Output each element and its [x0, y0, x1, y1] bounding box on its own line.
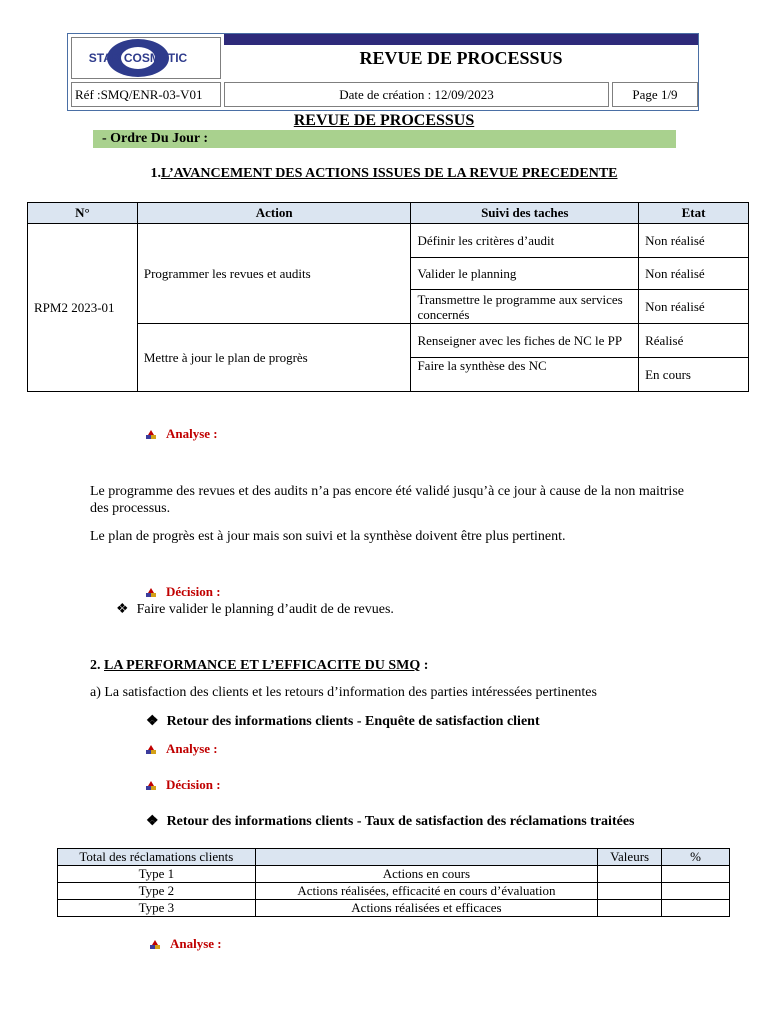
- task-cell: Faire la synthèse des NC: [411, 358, 639, 392]
- analyse-paragraph-2: Le plan de progrès est à jour mais son suivi et la synthèse doivent être plus pertinent.: [90, 529, 566, 544]
- arrow-bullet-icon: [150, 940, 160, 950]
- diamond-bullet-icon: ❖: [116, 602, 129, 617]
- analyse-1: [146, 426, 218, 442]
- type-cell: Type 1: [58, 866, 256, 883]
- value-cell: [598, 883, 662, 900]
- table-row: [58, 883, 730, 900]
- column-header: Action: [137, 203, 411, 224]
- column-header: Total des réclamations clients: [58, 849, 256, 866]
- analyse-label: Analyse :: [166, 426, 218, 441]
- analyse-2: [146, 741, 218, 757]
- table-row: [58, 866, 730, 883]
- analyse-label: Analyse :: [166, 741, 218, 756]
- etat-cell: Non réalisé: [639, 224, 749, 258]
- item-2: [146, 813, 646, 830]
- description-cell: Actions réalisées, efficacité en cours d’évaluation: [255, 883, 597, 900]
- item-2-text: Retour des informations clients - Taux de satisfaction des réclamations traitées: [166, 814, 635, 829]
- type-cell: Type 2: [58, 883, 256, 900]
- section-2-title-suffix: :: [420, 658, 429, 673]
- action-cell: Programmer les revues et audits: [137, 224, 411, 324]
- type-cell: Type 3: [58, 900, 256, 917]
- arrow-bullet-icon: [146, 745, 156, 755]
- header-title: REVUE DE PROCESSUS: [359, 48, 563, 68]
- section-1-number: 1.: [150, 166, 161, 181]
- description-cell: Actions réalisées et efficaces: [255, 900, 597, 917]
- table-row: [58, 900, 730, 917]
- task-cell: Transmettre le programme aux services concernés: [411, 290, 639, 324]
- document-title: REVUE DE PROCESSUS: [293, 112, 475, 129]
- actions-table: [27, 202, 749, 392]
- arrow-bullet-icon: [146, 588, 156, 598]
- column-header: Valeurs: [598, 849, 662, 866]
- decision-item: [116, 601, 394, 618]
- value-cell: [598, 866, 662, 883]
- header-date: Date de création : 12/09/2023: [224, 82, 609, 107]
- column-header: [255, 849, 597, 866]
- section-1-heading: [0, 166, 768, 182]
- ordre-du-jour: - Ordre Du Jour :: [102, 131, 209, 146]
- etat-cell: Réalisé: [639, 324, 749, 358]
- decision-1: [146, 584, 221, 600]
- column-header: Etat: [639, 203, 749, 224]
- item-1-text: Retour des informations clients - Enquête de satisfaction client: [166, 714, 540, 729]
- action-cell: Mettre à jour le plan de progrès: [137, 324, 411, 392]
- section-2-title: LA PERFORMANCE ET L’EFFICACITE DU SMQ: [104, 658, 421, 673]
- etat-cell: Non réalisé: [639, 290, 749, 324]
- decision-label: Décision :: [166, 777, 221, 792]
- decision-item-text: Faire valider le planning d’audit de de revues.: [136, 602, 394, 617]
- column-header: N°: [28, 203, 138, 224]
- company-logo: [88, 38, 188, 78]
- column-header: Suivi des taches: [411, 203, 639, 224]
- decision-2: [146, 777, 221, 793]
- section-2-number: 2.: [90, 658, 101, 673]
- diamond-bullet-icon: ❖: [146, 714, 159, 729]
- description-cell: Actions en cours: [255, 866, 597, 883]
- decision-label: Décision :: [166, 584, 221, 599]
- column-header: %: [662, 849, 730, 866]
- task-cell: Valider le planning: [411, 258, 639, 290]
- percent-cell: [662, 900, 730, 917]
- diamond-bullet-icon: ❖: [146, 814, 159, 829]
- header-title-bar: [224, 34, 698, 45]
- reclamations-table: [57, 848, 730, 917]
- header-ref: Réf :SMQ/ENR-03-V01: [71, 82, 221, 107]
- task-cell: Définir les critères d’audit: [411, 224, 639, 258]
- table-row: [28, 224, 749, 258]
- arrow-bullet-icon: [146, 430, 156, 440]
- analyse-3: [150, 936, 222, 952]
- etat-cell: En cours: [639, 358, 749, 392]
- table-header-row: [28, 203, 749, 224]
- analyse-paragraph-1: Le programme des revues et des audits n’a pas encore été validé jusqu’à ce jour à cause de la non maitrise des processus.: [90, 484, 684, 516]
- sub-a: a) La satisfaction des clients et les retours d’information des parties intéressées pertinentes: [90, 685, 597, 700]
- item-1: [146, 713, 666, 730]
- logo-text: STAR COSMETIC: [88, 51, 188, 65]
- arrow-bullet-icon: [146, 781, 156, 791]
- analyse-label: Analyse :: [170, 936, 222, 951]
- value-cell: [598, 900, 662, 917]
- header-page: Page 1/9: [612, 82, 698, 107]
- section-1-title: L’AVANCEMENT DES ACTIONS ISSUES DE LA REVUE PRECEDENTE: [160, 166, 618, 181]
- table-header-row: [58, 849, 730, 866]
- etat-cell: Non réalisé: [639, 258, 749, 290]
- percent-cell: [662, 866, 730, 883]
- task-cell: Renseigner avec les fiches de NC le PP: [411, 324, 639, 358]
- section-2-heading: [90, 657, 428, 674]
- percent-cell: [662, 883, 730, 900]
- ref-cell: RPM2 2023-01: [28, 224, 138, 392]
